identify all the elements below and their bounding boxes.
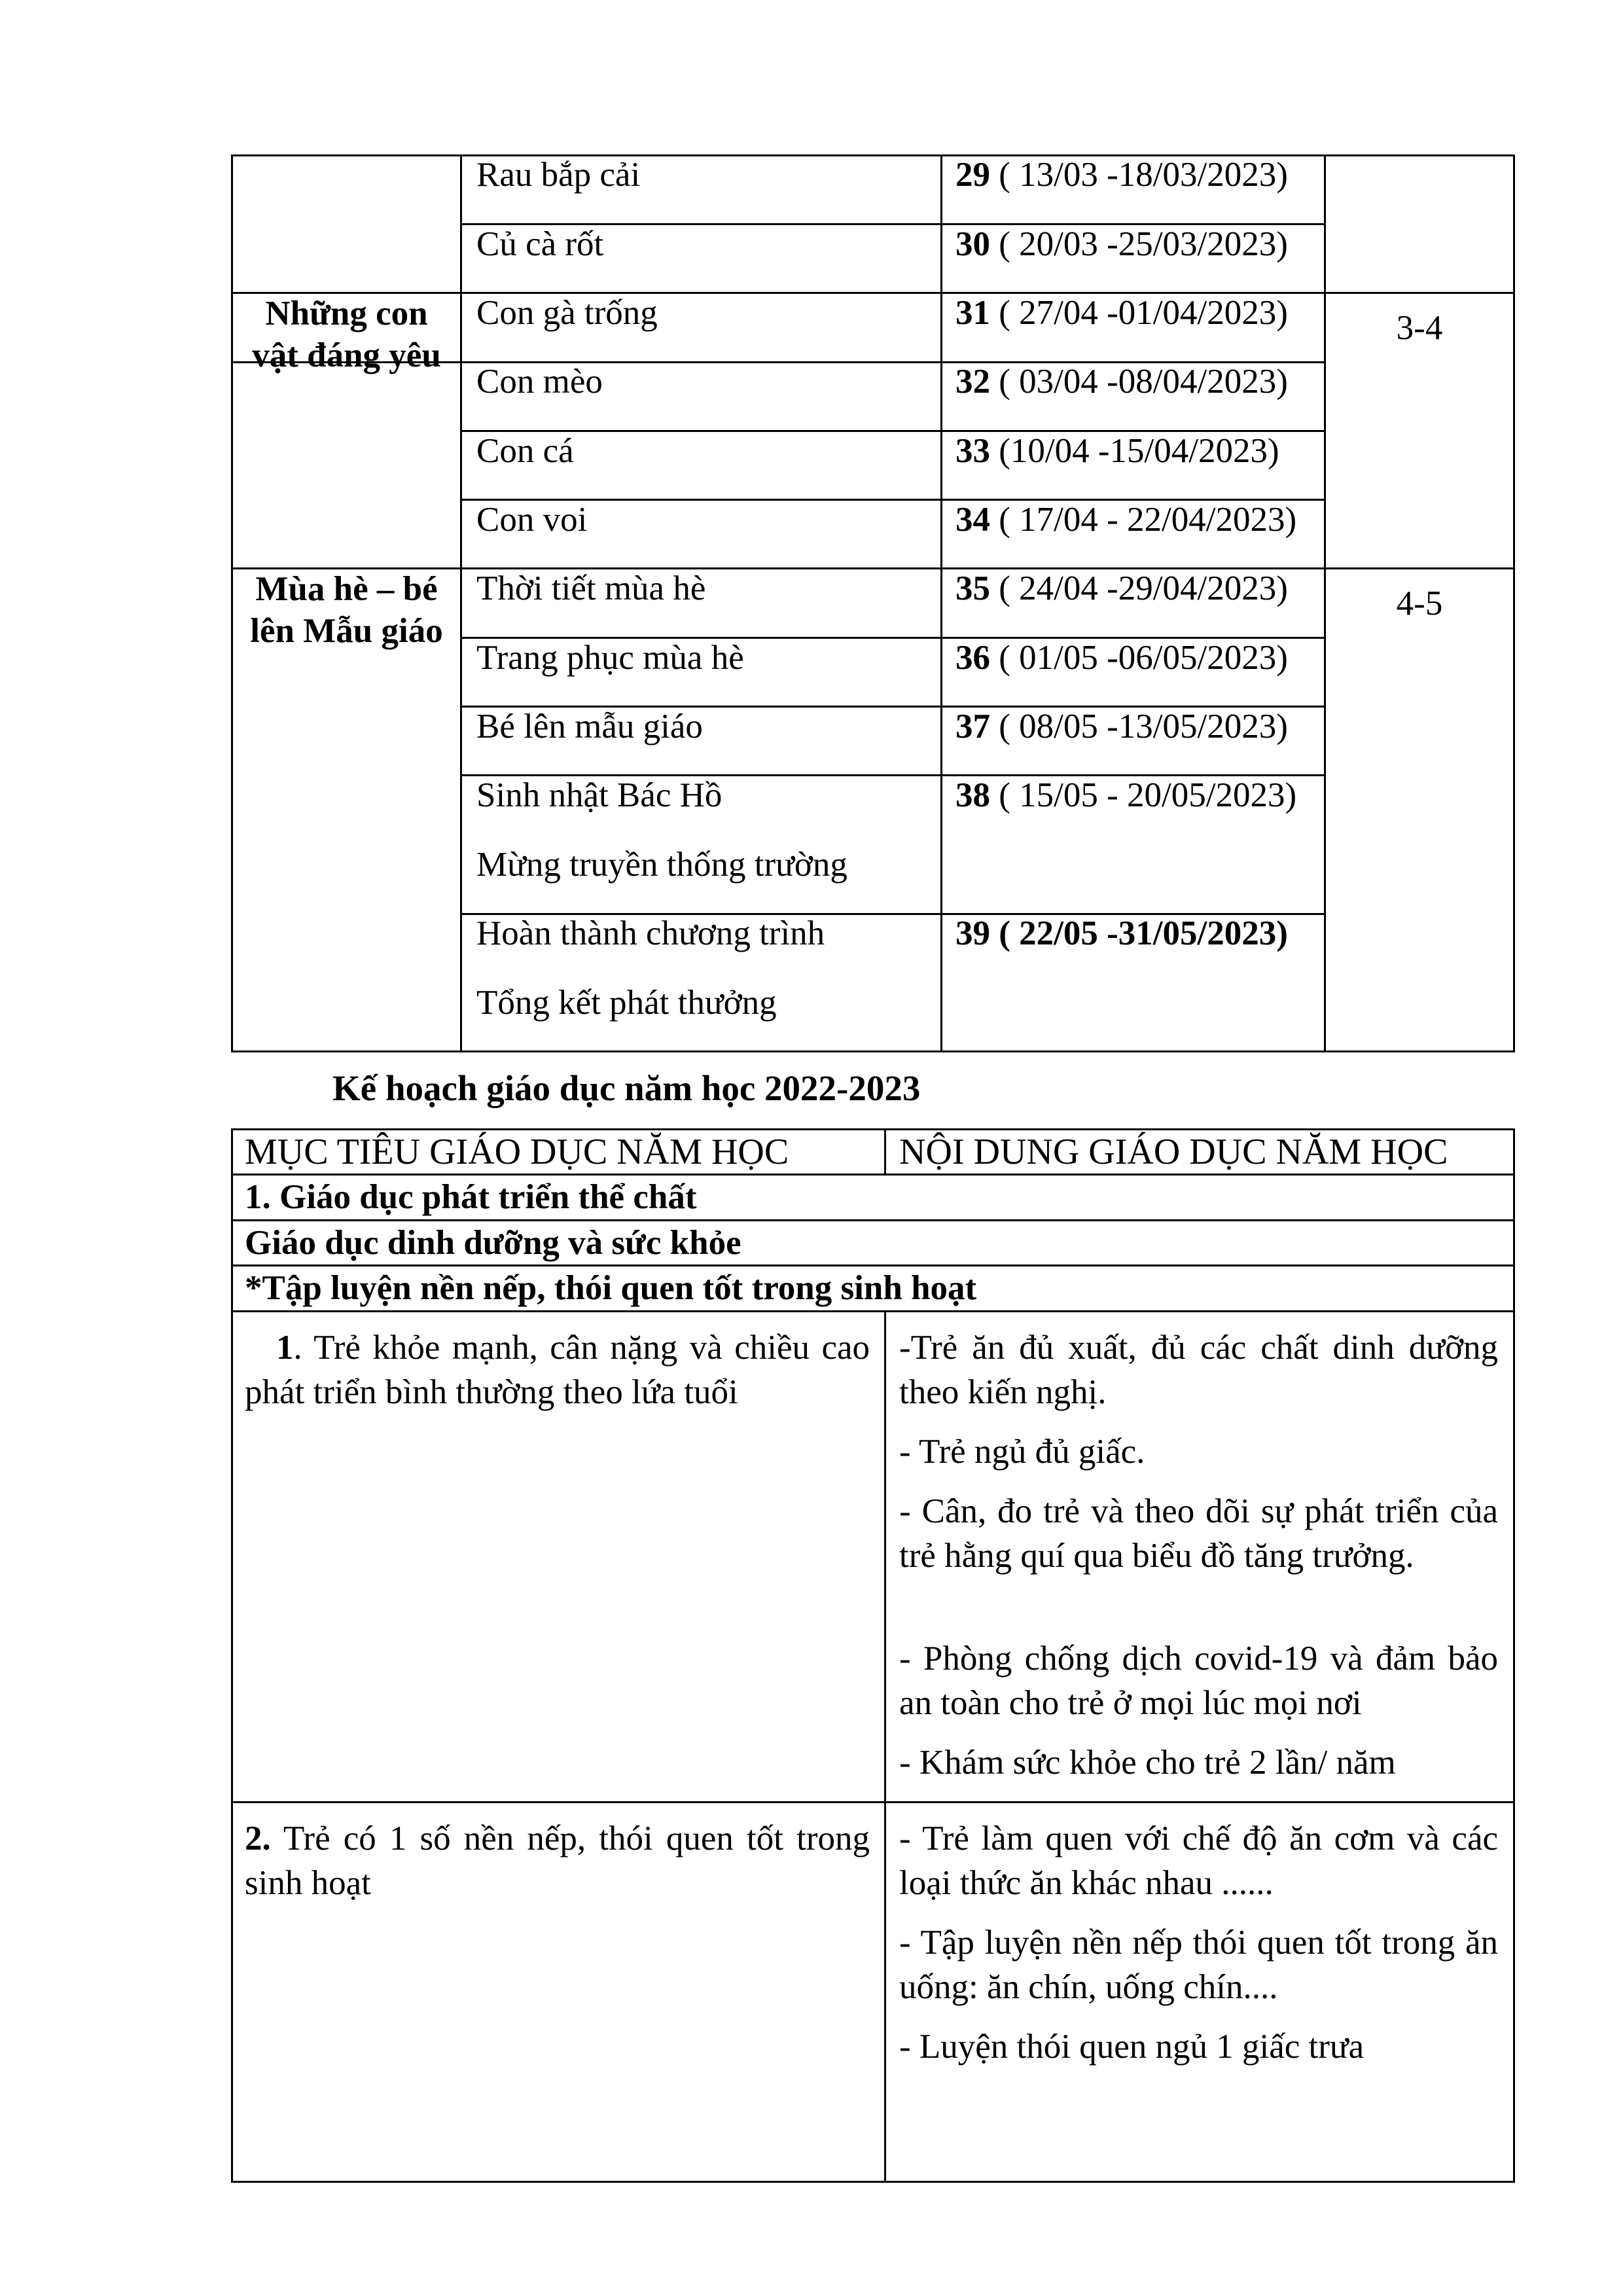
goal-description: Trẻ có 1 số nền nếp, thói quen tốt trong sinh hoạt [245,1820,870,1902]
week-number: 30 [955,225,990,263]
month-range: 4-5 [1396,584,1443,622]
week-dates: ( 08/05 -13/05/2023) [990,708,1288,745]
week-topic: Sinh nhật Bác Hồ [476,776,722,814]
week-dates: ( 15/05 - 20/05/2023) [990,776,1297,814]
week-topic: Con gà trống [476,294,658,332]
table-border [1513,154,1515,1052]
week-number: 33 [955,432,990,470]
content-item: - Trẻ làm quen với chế độ ăn cơm và các loại thức ăn khác nhau ...... [899,1820,1498,1902]
week-topic-line2: Mừng truyền thống trường [476,846,847,884]
goal-number: 1 [276,1329,294,1367]
week-number: 38 [955,776,990,814]
week-topic: Con mèo [476,363,603,401]
week-dates: (10/04 -15/04/2023) [990,432,1279,470]
section-heading: 1. Giáo dục phát triển thể chất [245,1178,697,1216]
theme-label: Những con [265,295,428,332]
table-border [884,1128,886,1175]
week-dates: ( 13/03 -18/03/2023) [990,156,1288,194]
week-topic: Thời tiết mùa hè [476,569,706,607]
subsubsection-heading: *Tập luyện nền nếp, thói quen tốt trong sinh hoạt [245,1269,977,1307]
week-number: 36 [955,639,990,677]
week-range [955,291,1288,334]
table-border [460,154,462,1052]
content-item: - Trẻ ngủ đủ giấc. [899,1433,1145,1471]
table-border [231,1310,1515,1312]
theme-label: Mùa hè – bé [255,570,438,608]
week-topic: Củ cà rốt [476,225,604,263]
theme-label: vật đáng yêu [252,336,441,374]
week-range [955,498,1296,541]
week-dates: ( 17/04 - 22/04/2023) [990,501,1297,539]
week-topic: Con voi [476,501,588,539]
month-range: 3-4 [1396,309,1443,347]
goal-number: 2. [245,1820,271,1857]
week-topic: Rau bắp cải [476,156,641,194]
week-range [955,567,1288,610]
week-topic: Bé lên mẫu giáo [476,708,703,745]
table-border [231,154,1515,156]
table-border [884,1310,886,2183]
week-range [955,774,1296,817]
table-border [231,1050,1515,1052]
content-item: - Tập luyện nền nếp thói quen tốt trong ăn uống: ăn chín, uống chín.... [899,1924,1498,2006]
week-dates: ( 01/05 -06/05/2023) [990,639,1288,677]
plan-title: Kế hoạch giáo dục năm học 2022-2023 [332,1068,921,1108]
week-dates: ( 27/04 -01/04/2023) [990,294,1288,332]
subsection-heading: Giáo dục dinh dưỡng và sức khỏe [245,1224,741,1262]
week-number: 32 [955,363,990,401]
week-topic-line2: Tổng kết phát thưởng [476,984,777,1022]
content-item: - Phòng chống dịch covid-19 và đảm bảo an toàn cho trẻ ở mọi lúc mọi nơi [899,1640,1498,1722]
week-dates: ( 20/03 -25/03/2023) [990,225,1288,263]
theme-label: lên Mẫu giáo [250,612,443,650]
week-number: 35 [955,569,990,607]
week-dates: ( 03/04 -08/04/2023) [990,363,1288,401]
week-number: 29 [955,156,990,194]
table-border [940,154,942,1052]
table-border [231,1128,233,2183]
table-border [231,2181,1515,2183]
week-range [955,705,1288,748]
week-range [955,636,1288,679]
week-dates: ( 24/04 -29/04/2023) [990,569,1288,607]
week-range: 39 ( 22/05 -31/05/2023) [955,914,1288,952]
week-topic: Hoàn thành chương trình [476,914,825,952]
goal-description: . Trẻ khỏe mạnh, cân nặng và chiều cao phát triển bình thường theo lứa tuổi [245,1329,870,1411]
week-number: 34 [955,501,990,539]
header-content: NỘI DUNG GIÁO DỤC NĂM HỌC [899,1132,1448,1172]
content-item: - Khám sức khỏe cho trẻ 2 lần/ năm [899,1744,1396,1782]
week-range [955,153,1288,196]
content-item: - Cân, đo trẻ và theo dõi sự phát triển của trẻ hằng quí qua biểu đồ tăng trưởng. [899,1492,1498,1575]
table-border [1513,1128,1515,2183]
week-number: 37 [955,708,990,745]
table-border [231,1801,1515,1803]
content-item: -Trẻ ăn đủ xuất, đủ các chất dinh dưỡng theo kiến nghị. [899,1329,1498,1411]
goal-text [245,1325,870,1414]
week-range [955,360,1288,403]
goal-text [245,1816,870,1905]
week-range [955,223,1288,266]
header-goals: MỤC TIÊU GIÁO DỤC NĂM HỌC [245,1132,789,1172]
week-topic: Con cá [476,432,574,470]
week-topic: Trang phục mùa hè [476,639,744,677]
content-item: - Luyện thói quen ngủ 1 giấc trưa [899,2028,1364,2066]
week-number: 31 [955,294,990,332]
week-range [955,429,1279,473]
